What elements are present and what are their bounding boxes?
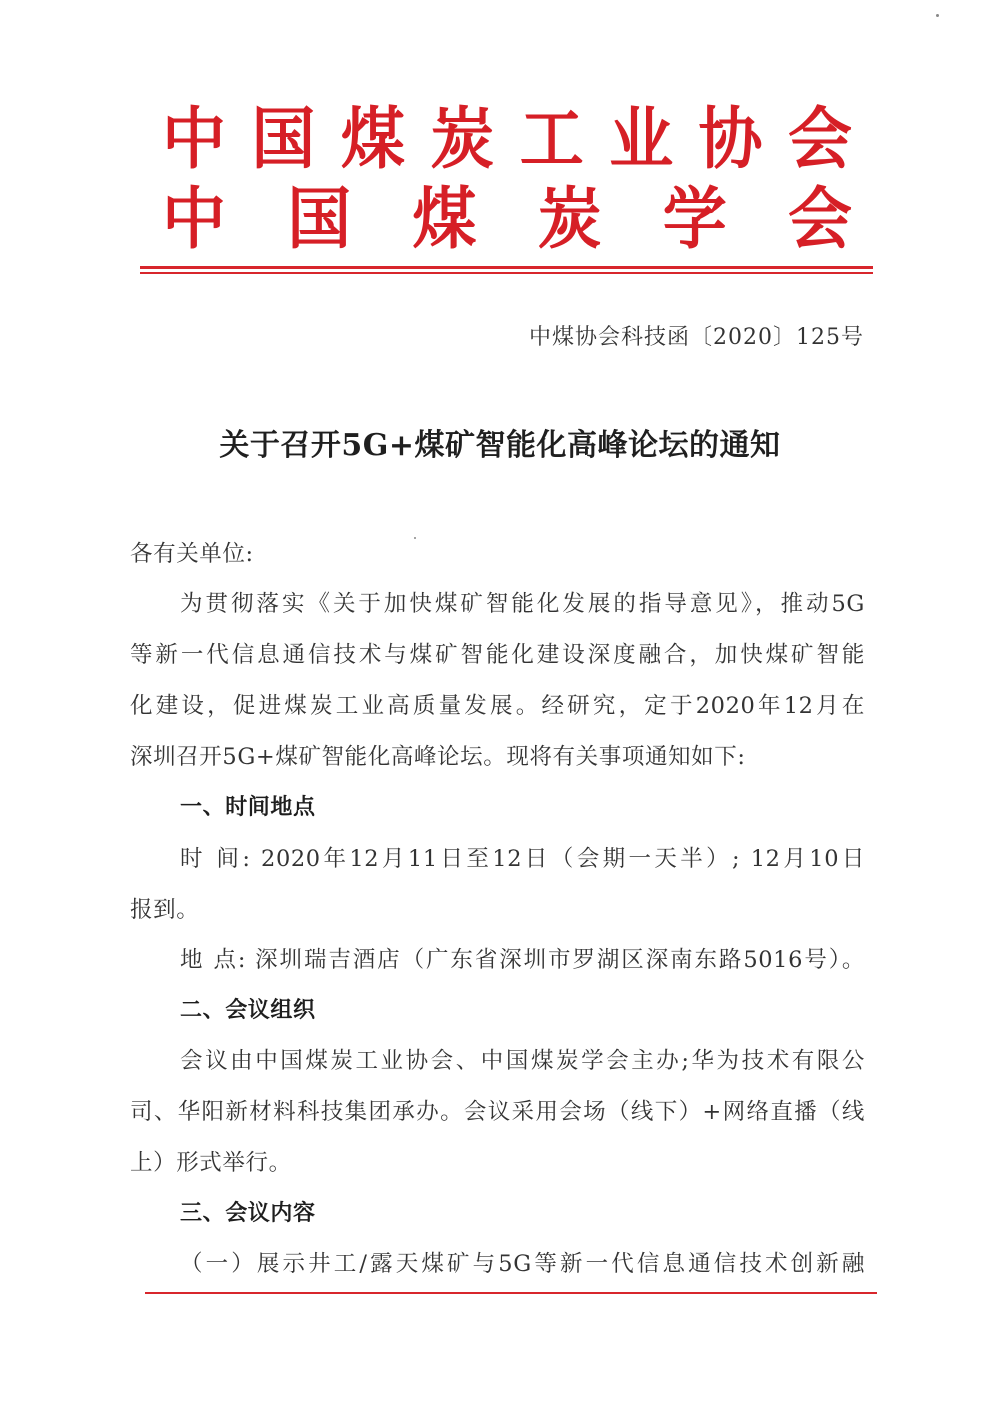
section-heading: 三、会议内容 [180,1201,316,1226]
letterhead-char: 会 [787,100,852,179]
paragraph-line: 上）形式举行。 [130,1150,292,1176]
section-heading: 一、时间地点 [180,795,316,820]
paragraph-line: 时 间: 2020年12月11日至12日（会期一天半）; 12月10日 [180,846,865,872]
paragraph-line: 深圳召开5G+煤矿智能化高峰论坛。现将有关事项通知如下: [130,744,746,770]
letterhead-char: 会 [787,180,852,259]
paragraph-line: 等新一代信息通信技术与煤矿智能化建设深度融合，加快煤矿智能 [130,642,865,668]
document-number: 中煤协会科技函〔2020〕125号 [529,325,864,350]
letterhead-char: 炭 [430,100,495,179]
letterhead-char: 学 [662,180,727,259]
letterhead-char: 煤 [412,180,477,259]
paragraph-line: 化建设，促进煤炭工业高质量发展。经研究，定于2020年12月在 [130,693,865,719]
footer-divider [145,1292,877,1294]
paragraph-line: 司、华阳新材料科技集团承办。会议采用会场（线下）+网络直播（线 [130,1099,865,1125]
letterhead-char: 煤 [340,100,405,179]
letterhead-char: 炭 [537,180,602,259]
paragraph-line: 地 点: 深圳瑞吉酒店（广东省深圳市罗湖区深南东路5016号）。 [180,947,865,973]
letterhead-org-line-2 [162,180,852,259]
letterhead-char: 业 [609,100,674,179]
paragraph-line: 为贯彻落实《关于加快煤矿智能化发展的指导意见》，推动5G [180,591,865,617]
letterhead-org-line-1 [162,100,852,179]
scan-speck [936,14,939,17]
letterhead-char: 中 [162,100,226,179]
paragraph-line: （一）展示井工/露天煤矿与5G等新一代信息通信技术创新融 [180,1251,865,1277]
letterhead-divider-thick [140,266,873,269]
letterhead-char: 协 [698,100,763,179]
letterhead-char: 国 [287,180,352,259]
letterhead-char: 中 [162,180,226,259]
letterhead-char: 工 [519,100,584,179]
section-heading: 二、会议组织 [180,998,316,1023]
document-title: 关于召开5G+煤矿智能化高峰论坛的通知 [219,428,781,463]
salutation: 各有关单位: [130,541,254,567]
letterhead-char: 国 [251,100,316,179]
scan-speck [414,537,416,539]
paragraph-line: 会议由中国煤炭工业协会、中国煤炭学会主办;华为技术有限公 [180,1048,865,1074]
paragraph-line: 报到。 [130,897,200,923]
letterhead-divider-thin [140,272,873,274]
